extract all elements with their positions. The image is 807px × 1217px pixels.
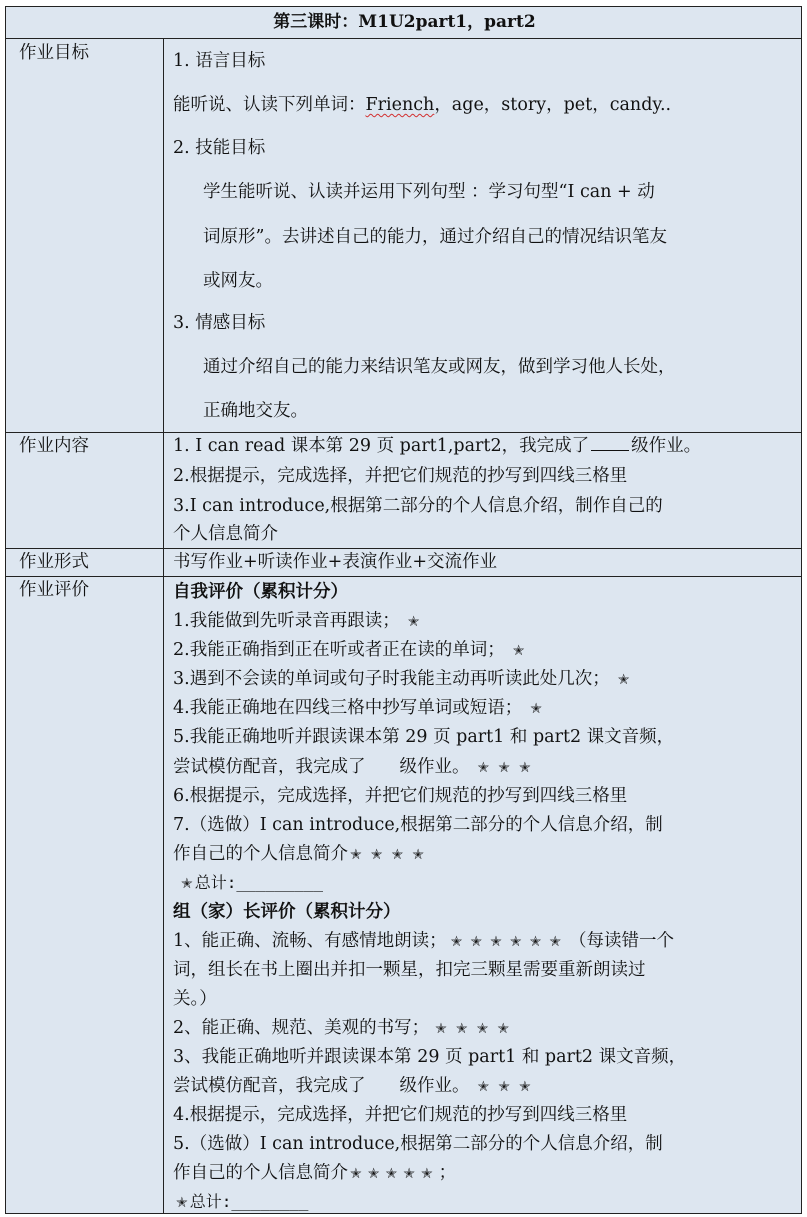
star-icon: ✭ bbox=[518, 760, 540, 776]
group-eval-item-1-note: （每读错一个 bbox=[569, 931, 675, 951]
group-eval-item-5-line-2 bbox=[173, 1165, 456, 1183]
star-icon: ✭ bbox=[367, 1166, 386, 1182]
self-eval-total-text: 总计:_________ bbox=[194, 873, 324, 892]
star-icon: ✭ bbox=[529, 934, 550, 950]
star-icon: ✭ bbox=[477, 1079, 499, 1095]
goal-heading-emotion: 3. 情感目标 bbox=[173, 313, 266, 333]
label-content: 作业内容 bbox=[19, 436, 89, 456]
star-rating bbox=[350, 1166, 439, 1182]
group-eval-item-1-text: 1、能正确、流畅、有感情地朗读； bbox=[173, 931, 447, 951]
group-eval-item-2 bbox=[173, 1020, 518, 1038]
group-eval-heading: 组（家）长评价（累积计分） bbox=[173, 902, 401, 922]
star-icon: ✭ bbox=[549, 934, 570, 950]
goal-words-prefix: 能听说、认读下列单词： bbox=[173, 95, 366, 115]
star-icon: ✭ bbox=[490, 934, 510, 950]
star-icon: ✭ bbox=[617, 672, 639, 688]
group-eval-total-text: 总计:________ bbox=[189, 1192, 309, 1211]
self-eval-item-4 bbox=[173, 700, 551, 718]
star-rating bbox=[350, 847, 433, 863]
star-rating bbox=[618, 672, 639, 688]
star-icon: ✭ bbox=[391, 847, 413, 863]
star-icon: ✭ bbox=[350, 1166, 368, 1182]
star-icon: ✭ bbox=[470, 934, 491, 950]
star-icon: ✭ bbox=[497, 1021, 519, 1037]
self-eval-item-3 bbox=[173, 671, 638, 689]
self-eval-item-2 bbox=[173, 642, 533, 660]
self-eval-item-7-text: 作自己的个人信息简介 bbox=[173, 844, 348, 864]
star-rating bbox=[435, 1021, 518, 1037]
star-rating bbox=[181, 876, 193, 892]
star-icon: ✭ bbox=[476, 1021, 498, 1037]
label-evaluation: 作业评价 bbox=[19, 580, 89, 600]
content-item-2: 2.根据提示，完成选择，并把它们规范的抄写到四线三格里 bbox=[173, 466, 628, 486]
content-item-3-line-2: 个人信息简介 bbox=[173, 524, 278, 544]
goal-skill-line-1: 学生能听说、认读并运用下列句型 ：学习句型“I can + 动 bbox=[203, 182, 655, 202]
star-rating bbox=[530, 701, 551, 717]
star-icon: ✭ bbox=[518, 1079, 540, 1095]
row-divider bbox=[6, 432, 801, 433]
self-eval-item-7-line-1: 7.（选做）I can introduce,根据第二部分的个人信息介绍，制 bbox=[173, 815, 663, 835]
self-eval-item-2-text: 2.我能正确指到正在听或者正在读的单词； bbox=[173, 640, 505, 660]
group-eval-item-1-line-1 bbox=[173, 933, 674, 951]
group-eval-item-2-text: 2、能正确、规范、美观的书写； bbox=[173, 1018, 430, 1038]
star-icon: ✭ bbox=[455, 1021, 477, 1037]
self-eval-item-6: 6.根据提示，完成选择，并把它们规范的抄写到四线三格里 bbox=[173, 786, 628, 806]
self-eval-item-4-text: 4.我能正确地在四线三格中抄写单词或短语； bbox=[173, 698, 523, 718]
star-icon: ✭ bbox=[385, 1166, 404, 1182]
goal-emotion-line-1: 通过介绍自己的能力来结识笔友或网友，做到学习他人长处， bbox=[203, 357, 676, 377]
label-form: 作业形式 bbox=[19, 552, 89, 572]
group-eval-item-3-line-2 bbox=[173, 1078, 540, 1096]
row-divider bbox=[6, 576, 801, 577]
content-item-1-text: 1. I can read 课本第 29 页 part1,part2，我完成了 bbox=[173, 436, 590, 456]
content-item-3-line-1: 3.I can introduce,根据第二部分的个人信息介绍，制作自己的 bbox=[173, 496, 663, 516]
star-icon: ✭ bbox=[350, 847, 371, 863]
group-eval-item-1-line-3: 关。） bbox=[173, 989, 217, 1009]
self-eval-total bbox=[181, 875, 323, 893]
column-divider bbox=[163, 38, 164, 1213]
self-eval-item-5-line-1: 5.我能正确地听并跟读课本第 29 页 part1 和 part2 课文音频， bbox=[173, 727, 675, 747]
star-icon: ✭ bbox=[412, 847, 433, 863]
star-rating bbox=[513, 643, 534, 659]
self-eval-item-3-text: 3.遇到不会读的单词或句子时我能主动再听读此处几次； bbox=[173, 669, 610, 689]
form-text: 书写作业+听读作业+表演作业+交流作业 bbox=[173, 552, 497, 572]
self-eval-item-7-line-2 bbox=[173, 846, 433, 864]
self-eval-item-5-suffix: 级作业。 bbox=[399, 757, 470, 777]
goal-words-rest: ，age，story，pet，candy.. bbox=[434, 95, 672, 115]
group-eval-item-1-line-2: 词，组长在书上圈出并扣一颗星，扣完三颗星需要重新朗读过 bbox=[173, 960, 646, 980]
star-icon: ✭ bbox=[435, 1021, 456, 1037]
goal-heading-language: 1. 语言目标 bbox=[173, 51, 266, 71]
star-icon: ✭ bbox=[176, 1195, 188, 1211]
group-eval-item-5-text: 作自己的个人信息简介 bbox=[173, 1163, 348, 1183]
label-goal: 作业目标 bbox=[19, 43, 89, 63]
star-icon: ✭ bbox=[407, 614, 429, 630]
content-item-1-suffix: 级作业。 bbox=[631, 436, 702, 456]
star-rating bbox=[478, 760, 540, 776]
self-eval-item-1 bbox=[173, 613, 428, 631]
group-eval-item-3-text: 尝试模仿配音，我完成了 bbox=[173, 1076, 366, 1096]
group-eval-item-5-line-1: 5.（选做）I can introduce,根据第二部分的个人信息介绍，制 bbox=[173, 1134, 663, 1154]
group-eval-item-5-end: ； bbox=[438, 1163, 457, 1183]
self-eval-item-5-text: 尝试模仿配音，我完成了 bbox=[173, 757, 366, 777]
content-item-1 bbox=[173, 438, 701, 456]
goal-words-line bbox=[173, 97, 671, 115]
star-icon: ✭ bbox=[420, 1166, 439, 1182]
star-rating bbox=[478, 1079, 540, 1095]
star-icon: ✭ bbox=[498, 760, 519, 776]
star-icon: ✭ bbox=[509, 934, 530, 950]
group-eval-item-3-suffix: 级作业。 bbox=[399, 1076, 470, 1096]
star-rating bbox=[408, 614, 429, 630]
self-eval-heading: 自我评价（累积计分） bbox=[173, 582, 348, 602]
page-title: 第三课时：M1U2part1，part2 bbox=[273, 12, 536, 32]
star-icon: ✭ bbox=[181, 876, 193, 892]
star-icon: ✭ bbox=[370, 847, 392, 863]
star-icon: ✭ bbox=[512, 643, 534, 659]
fill-blank bbox=[591, 449, 629, 451]
star-rating bbox=[176, 1195, 188, 1211]
group-eval-item-3-line-1: 3、我能正确地听并跟读课本第 29 页 part1 和 part2 课文音频， bbox=[173, 1047, 687, 1067]
star-icon: ✭ bbox=[477, 760, 499, 776]
row-divider bbox=[6, 38, 801, 39]
goal-skill-line-2: 词原形”。去讲述自己的能力，通过介绍自己的情况结识笔友 bbox=[203, 227, 667, 247]
group-eval-item-4: 4.根据提示，完成选择，并把它们规范的抄写到四线三格里 bbox=[173, 1105, 628, 1125]
self-eval-item-5-line-2 bbox=[173, 759, 540, 777]
group-eval-total bbox=[176, 1194, 308, 1212]
star-icon: ✭ bbox=[450, 934, 471, 950]
goal-skill-line-3: 或网友。 bbox=[203, 271, 273, 291]
self-eval-item-1-text: 1.我能做到先听录音再跟读； bbox=[173, 611, 400, 631]
goal-heading-skill: 2. 技能目标 bbox=[173, 138, 266, 158]
star-icon: ✭ bbox=[530, 701, 551, 717]
star-icon: ✭ bbox=[498, 1079, 519, 1095]
goal-emotion-line-2: 正确地交友。 bbox=[203, 401, 308, 421]
misspelled-word: Friench bbox=[365, 95, 435, 115]
star-rating bbox=[451, 934, 569, 950]
row-divider bbox=[6, 548, 801, 549]
homework-table bbox=[5, 6, 802, 1214]
star-icon: ✭ bbox=[403, 1166, 421, 1182]
